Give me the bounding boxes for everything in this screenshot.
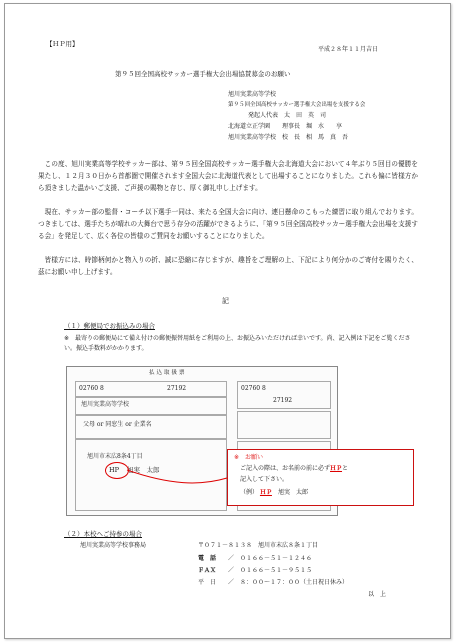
note-example: （例） ＨＰ 旭実 太郎	[240, 489, 308, 496]
slip-payee-note: 父母 or 同窓生 or 企業名	[83, 421, 152, 428]
note-title: ※ お願い	[234, 454, 264, 461]
slip-name: 旭実 太郎	[127, 466, 160, 474]
hours-label: 平 日	[198, 579, 217, 586]
note-line-2: 記入して下さい。	[240, 476, 289, 483]
office-hours: ／ ８：００～１７：００（土日祝日休み）	[228, 579, 349, 586]
section1-text: ※ 最寄りの郵便局にて備え付けの郵便振替用紙をご利用の上、お振込みいただければ幸いです。尚、記入例は下記をご覧ください。振込手数料がかかります。	[64, 335, 411, 352]
slip-amount-box	[237, 411, 331, 439]
body-paragraph-2: 現在、サッカー部の監督・コーチ以下選手一同は、来たる全国大会に向け、連日懸命のこもった練習に取り組んでおります。つきましては、選手たちが晴れの大舞台で思う存分の活躍ができるように、「第９５回全国高校サッカー選手権大会出場を支援する会」を発足して、広く各位の皆様のご賛同をお願いすることになりました。	[38, 208, 418, 240]
section2-heading: （２）本校へご持参の場合	[64, 530, 142, 538]
request-note-box	[227, 449, 414, 506]
fax-label: ＦＡＸ	[198, 567, 217, 574]
sender-representative: 発起人代表 太 田 英 司	[248, 112, 327, 119]
slip-sender-box	[75, 439, 227, 511]
slip-account-right-2: 27192	[273, 397, 293, 404]
sender-association: 第９５回全国高校サッカー選手権大会出場を支援する会	[228, 102, 366, 108]
tel-label: 電 話	[198, 555, 217, 562]
document-date: 平成２８年１１月吉日	[318, 46, 379, 53]
section1-heading: （１）郵便局でお振込みの場合	[64, 322, 155, 330]
fax-number: ／ ０１６６－５１－９５１５	[228, 567, 313, 574]
office-address: 〒０７１－８１３８ 旭川市末広８条１丁目	[198, 542, 319, 549]
note-line-1: ご記入の際は、お名前の前に必ずＨＰと	[240, 465, 349, 472]
slip-account-left-2: 27192	[167, 385, 187, 392]
slip-account-right: 02760 8	[241, 385, 266, 392]
slip-hp-mark: HP	[109, 466, 120, 474]
slip-header: 払込取扱票	[149, 370, 187, 376]
sender-school: 旭川実業高等学校	[228, 91, 277, 98]
slip-account-left: 02760 8	[79, 385, 104, 392]
tel-number: ／ ０１６６－５１－１２４６	[228, 555, 313, 562]
body-paragraph-3: 皆様方には、時節柄何かと物入りの折、誠に恐縮に存じますが、趣旨をご理解の上、下記により何分かのご寄付を賜りたく、茲にお願い申し上げます。	[38, 256, 418, 276]
hp-tag: 【ＨＰ用】	[46, 40, 79, 48]
ki-heading: 記	[222, 297, 229, 305]
office-name: 旭川実業高等学校事務局	[80, 542, 147, 549]
slip-address: 旭川市末広8条4丁目	[87, 453, 143, 460]
slip-payee: 旭川実業高等学校	[81, 401, 130, 408]
document-title: 第９５回全国高校サッカー選手権大会出場協賛募金のお願い	[115, 70, 291, 78]
note-example-hp: ＨＰ	[259, 489, 272, 496]
hp-highlight-circle	[105, 462, 129, 479]
sender-line-2: 北海道立正学園 理事長 堀 水 享	[228, 123, 343, 130]
body-paragraph-1: この度、旭川実業高等学校サッカー部は、第９５回全国高校サッカー選手権大会北海道大会において４年ぶり５回目の優勝を果たし、１２月３０日から首都圏で開催されます全国大会に北海道代表として出場することになりました。これも偏に皆様方から頂きました温かいご支援、ご声援の賜物と存じ、厚く御礼申し上げます。	[38, 160, 418, 192]
closing-mark: 以 上	[368, 591, 387, 598]
sender-line-3: 旭川実業高等学校 校 長 相 馬 真 吾	[228, 134, 349, 141]
note-hp-emphasis: ＨＰ	[330, 465, 343, 472]
